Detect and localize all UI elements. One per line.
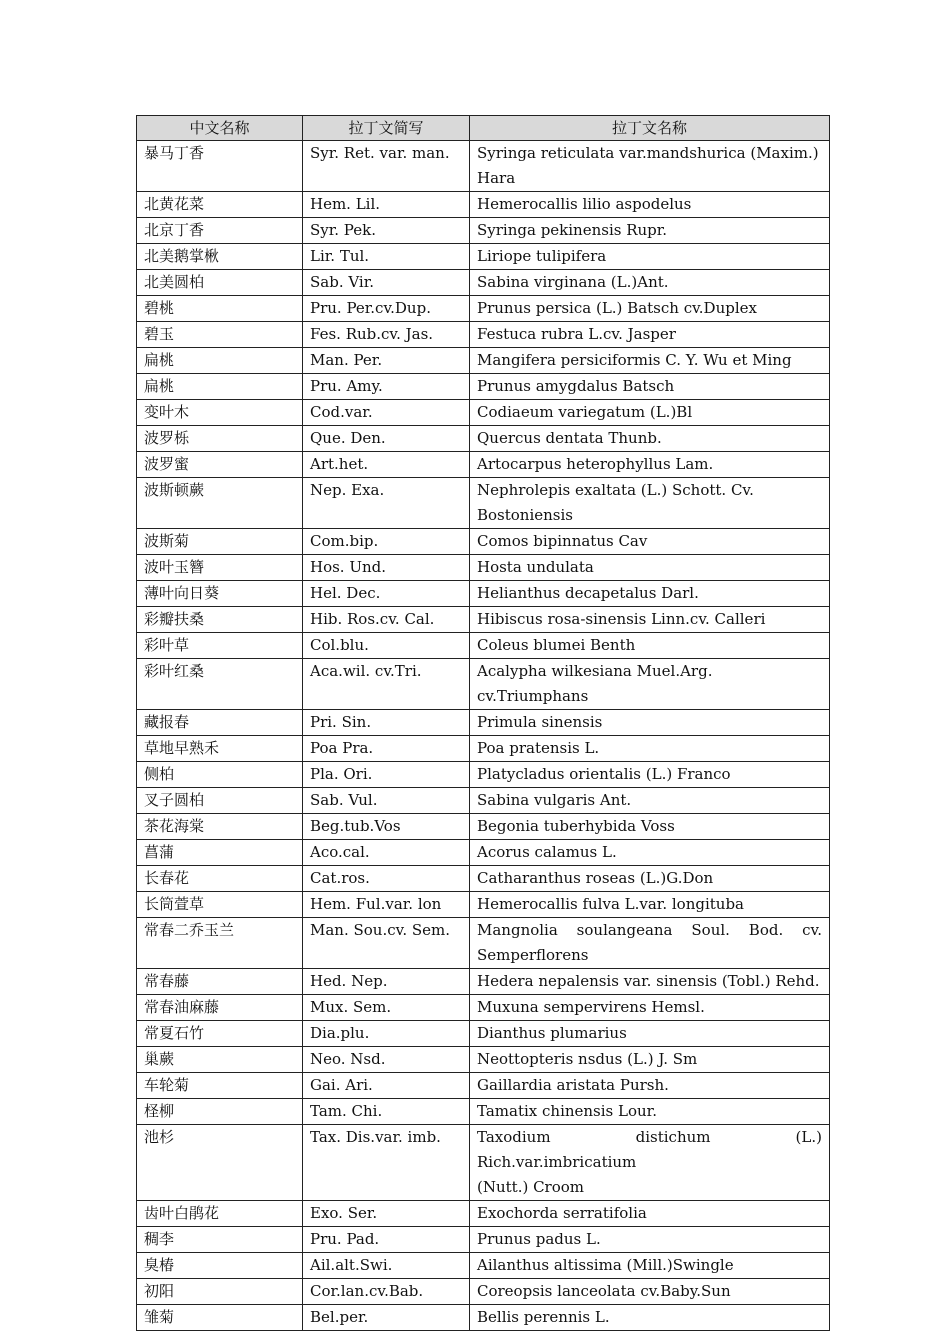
latin-name-cell: Sabina virginana (L.)Ant. xyxy=(470,270,830,296)
latin-name-cell: Primula sinensis xyxy=(470,710,830,736)
header-latin-abbreviation: 拉丁文简写 xyxy=(303,116,470,141)
latin-name-cell: Comos bipinnatus Cav xyxy=(470,529,830,555)
latin-abbreviation-cell: Que. Den. xyxy=(303,426,470,452)
latin-name-cell: Tamatix chinensis Lour. xyxy=(470,1099,830,1125)
table-row xyxy=(137,918,830,969)
latin-abbreviation-cell: Pla. Ori. xyxy=(303,762,470,788)
latin-name-cell: Mangifera persiciformis C. Y. Wu et Ming xyxy=(470,348,830,374)
chinese-name-cell: 侧柏 xyxy=(137,762,303,788)
latin-name-cell: Catharanthus roseas (L.)G.Don xyxy=(470,866,830,892)
latin-abbreviation-cell: Tax. Dis.var. imb. xyxy=(303,1125,470,1201)
plant-names-table xyxy=(136,115,830,1331)
table-row xyxy=(137,1201,830,1227)
latin-name-cell: Hosta undulata xyxy=(470,555,830,581)
table-row xyxy=(137,452,830,478)
latin-name-line: (Nutt.) Croom xyxy=(477,1178,585,1196)
latin-name-cell: Hemerocallis lilio aspodelus xyxy=(470,192,830,218)
chinese-name-cell: 常春藤 xyxy=(137,969,303,995)
latin-abbreviation-cell: Hem. Lil. xyxy=(303,192,470,218)
chinese-name-cell: 常春油麻藤 xyxy=(137,995,303,1021)
chinese-name-cell: 草地早熟禾 xyxy=(137,736,303,762)
latin-name-cell: Dianthus plumarius xyxy=(470,1021,830,1047)
latin-name-cell xyxy=(470,918,830,969)
table-row xyxy=(137,374,830,400)
latin-name-cell: Sabina vulgaris Ant. xyxy=(470,788,830,814)
latin-name-cell: Helianthus decapetalus Darl. xyxy=(470,581,830,607)
chinese-name-cell: 北黄花菜 xyxy=(137,192,303,218)
latin-name-cell: Acorus calamus L. xyxy=(470,840,830,866)
latin-name-cell: Syringa pekinensis Rupr. xyxy=(470,218,830,244)
chinese-name-cell: 车轮菊 xyxy=(137,1073,303,1099)
chinese-name-cell: 常春二乔玉兰 xyxy=(137,918,303,969)
latin-name-cell: Platycladus orientalis (L.) Franco xyxy=(470,762,830,788)
chinese-name-cell: 巢蕨 xyxy=(137,1047,303,1073)
table-row xyxy=(137,1021,830,1047)
latin-abbreviation-cell: Hib. Ros.cv. Cal. xyxy=(303,607,470,633)
table-row xyxy=(137,969,830,995)
latin-abbreviation-cell: Exo. Ser. xyxy=(303,1201,470,1227)
table-row xyxy=(137,141,830,192)
latin-abbreviation-cell: Mux. Sem. xyxy=(303,995,470,1021)
latin-abbreviation-cell: Man. Sou.cv. Sem. xyxy=(303,918,470,969)
table-row xyxy=(137,426,830,452)
table-row xyxy=(137,296,830,322)
table-row xyxy=(137,244,830,270)
latin-abbreviation-cell: Pri. Sin. xyxy=(303,710,470,736)
latin-name-cell: Liriope tulipifera xyxy=(470,244,830,270)
chinese-name-cell: 常夏石竹 xyxy=(137,1021,303,1047)
chinese-name-cell: 彩瓣扶桑 xyxy=(137,607,303,633)
latin-name-cell: Prunus padus L. xyxy=(470,1227,830,1253)
chinese-name-cell: 薄叶向日葵 xyxy=(137,581,303,607)
latin-abbreviation-cell: Lir. Tul. xyxy=(303,244,470,270)
table-row xyxy=(137,762,830,788)
table-row xyxy=(137,555,830,581)
latin-name-cell: Syringa reticulata var.mandshurica (Maxim.) Hara xyxy=(470,141,830,192)
table-row xyxy=(137,400,830,426)
table-row xyxy=(137,1305,830,1331)
latin-name-line: Semperflorens xyxy=(477,946,589,964)
latin-name-cell: Artocarpus heterophyllus Lam. xyxy=(470,452,830,478)
chinese-name-cell: 藏报春 xyxy=(137,710,303,736)
latin-name-cell: Coreopsis lanceolata cv.Baby.Sun xyxy=(470,1279,830,1305)
chinese-name-cell: 扁桃 xyxy=(137,348,303,374)
table-body xyxy=(137,141,830,1331)
chinese-name-cell: 菖蒲 xyxy=(137,840,303,866)
latin-abbreviation-cell: Hem. Ful.var. lon xyxy=(303,892,470,918)
latin-abbreviation-cell: Gai. Ari. xyxy=(303,1073,470,1099)
latin-abbreviation-cell: Pru. Amy. xyxy=(303,374,470,400)
latin-abbreviation-cell: Cod.var. xyxy=(303,400,470,426)
chinese-name-cell: 初阳 xyxy=(137,1279,303,1305)
table-row xyxy=(137,478,830,529)
table-row xyxy=(137,1253,830,1279)
chinese-name-cell: 臭椿 xyxy=(137,1253,303,1279)
chinese-name-cell: 长筒萱草 xyxy=(137,892,303,918)
chinese-name-cell: 雏菊 xyxy=(137,1305,303,1331)
latin-name-cell: Coleus blumei Benth xyxy=(470,633,830,659)
table-row xyxy=(137,736,830,762)
latin-name-cell xyxy=(470,1125,830,1201)
chinese-name-cell: 北美圆柏 xyxy=(137,270,303,296)
latin-name-cell: Neottopteris nsdus (L.) J. Sm xyxy=(470,1047,830,1073)
latin-name-cell: Quercus dentata Thunb. xyxy=(470,426,830,452)
latin-abbreviation-cell: Aca.wil. cv.Tri. xyxy=(303,659,470,710)
latin-abbreviation-cell: Sab. Vul. xyxy=(303,788,470,814)
chinese-name-cell: 茶花海棠 xyxy=(137,814,303,840)
table-row xyxy=(137,1099,830,1125)
chinese-name-cell: 稠李 xyxy=(137,1227,303,1253)
chinese-name-cell: 北京丁香 xyxy=(137,218,303,244)
table-row xyxy=(137,581,830,607)
latin-name-line: Taxodium distichum (L.) Rich.var.imbricatium xyxy=(477,1128,822,1171)
latin-abbreviation-cell: Bel.per. xyxy=(303,1305,470,1331)
chinese-name-cell: 暴马丁香 xyxy=(137,141,303,192)
table-header xyxy=(137,116,830,141)
chinese-name-cell: 柽柳 xyxy=(137,1099,303,1125)
latin-abbreviation-cell: Poa Pra. xyxy=(303,736,470,762)
latin-name-cell: Bellis perennis L. xyxy=(470,1305,830,1331)
latin-name-cell: Prunus persica (L.) Batsch cv.Duplex xyxy=(470,296,830,322)
latin-abbreviation-cell: Col.blu. xyxy=(303,633,470,659)
latin-name-cell: Prunus amygdalus Batsch xyxy=(470,374,830,400)
latin-abbreviation-cell: Dia.plu. xyxy=(303,1021,470,1047)
table-row xyxy=(137,710,830,736)
latin-name-cell: Begonia tuberhybida Voss xyxy=(470,814,830,840)
latin-name-cell: Festuca rubra L.cv. Jasper xyxy=(470,322,830,348)
table-row xyxy=(137,1047,830,1073)
chinese-name-cell: 变叶木 xyxy=(137,400,303,426)
chinese-name-cell: 波罗蜜 xyxy=(137,452,303,478)
latin-abbreviation-cell: Man. Per. xyxy=(303,348,470,374)
table-row xyxy=(137,348,830,374)
header-row xyxy=(137,116,830,141)
chinese-name-cell: 波罗栎 xyxy=(137,426,303,452)
latin-name-cell: Nephrolepis exaltata (L.) Schott. Cv. Bostoniensis xyxy=(470,478,830,529)
table-row xyxy=(137,270,830,296)
table-row xyxy=(137,659,830,710)
chinese-name-cell: 齿叶白鹃花 xyxy=(137,1201,303,1227)
latin-abbreviation-cell: Ail.alt.Swi. xyxy=(303,1253,470,1279)
chinese-name-cell: 波叶玉簪 xyxy=(137,555,303,581)
latin-abbreviation-cell: Sab. Vir. xyxy=(303,270,470,296)
latin-abbreviation-cell: Com.bip. xyxy=(303,529,470,555)
chinese-name-cell: 长春花 xyxy=(137,866,303,892)
table-row xyxy=(137,633,830,659)
table-row xyxy=(137,814,830,840)
latin-abbreviation-cell: Tam. Chi. xyxy=(303,1099,470,1125)
chinese-name-cell: 北美鹅掌楸 xyxy=(137,244,303,270)
header-latin-name: 拉丁文名称 xyxy=(470,116,830,141)
latin-abbreviation-cell: Cor.lan.cv.Bab. xyxy=(303,1279,470,1305)
latin-abbreviation-cell: Pru. Per.cv.Dup. xyxy=(303,296,470,322)
latin-name-line: Mangnolia soulangeana Soul. Bod. cv. xyxy=(477,921,822,939)
latin-abbreviation-cell: Nep. Exa. xyxy=(303,478,470,529)
latin-abbreviation-cell: Beg.tub.Vos xyxy=(303,814,470,840)
latin-name-cell: Hemerocallis fulva L.var. longituba xyxy=(470,892,830,918)
latin-abbreviation-cell: Cat.ros. xyxy=(303,866,470,892)
chinese-name-cell: 碧玉 xyxy=(137,322,303,348)
table-row xyxy=(137,840,830,866)
table-row xyxy=(137,218,830,244)
latin-name-cell: Ailanthus altissima (Mill.)Swingle xyxy=(470,1253,830,1279)
chinese-name-cell: 波斯顿蕨 xyxy=(137,478,303,529)
latin-name-cell: Codiaeum variegatum (L.)Bl xyxy=(470,400,830,426)
latin-abbreviation-cell: Hel. Dec. xyxy=(303,581,470,607)
table-row xyxy=(137,788,830,814)
table-row xyxy=(137,607,830,633)
latin-abbreviation-cell: Syr. Pek. xyxy=(303,218,470,244)
table-row xyxy=(137,1227,830,1253)
latin-abbreviation-cell: Aco.cal. xyxy=(303,840,470,866)
table-row xyxy=(137,322,830,348)
chinese-name-cell: 彩叶草 xyxy=(137,633,303,659)
chinese-name-cell: 波斯菊 xyxy=(137,529,303,555)
latin-name-cell: Gaillardia aristata Pursh. xyxy=(470,1073,830,1099)
latin-abbreviation-cell: Pru. Pad. xyxy=(303,1227,470,1253)
table-row xyxy=(137,1073,830,1099)
chinese-name-cell: 彩叶红桑 xyxy=(137,659,303,710)
table-row xyxy=(137,1279,830,1305)
table-row xyxy=(137,1125,830,1201)
table-row xyxy=(137,192,830,218)
latin-name-cell: Muxuna sempervirens Hemsl. xyxy=(470,995,830,1021)
header-chinese-name: 中文名称 xyxy=(137,116,303,141)
latin-name-cell: Hedera nepalensis var. sinensis (Tobl.) Rehd. xyxy=(470,969,830,995)
latin-abbreviation-cell: Hed. Nep. xyxy=(303,969,470,995)
latin-abbreviation-cell: Fes. Rub.cv. Jas. xyxy=(303,322,470,348)
chinese-name-cell: 扁桃 xyxy=(137,374,303,400)
latin-name-cell: Exochorda serratifolia xyxy=(470,1201,830,1227)
chinese-name-cell: 池杉 xyxy=(137,1125,303,1201)
table-row xyxy=(137,866,830,892)
chinese-name-cell: 叉子圆柏 xyxy=(137,788,303,814)
latin-name-cell: Hibiscus rosa-sinensis Linn.cv. Calleri xyxy=(470,607,830,633)
latin-abbreviation-cell: Neo. Nsd. xyxy=(303,1047,470,1073)
table-row xyxy=(137,529,830,555)
chinese-name-cell: 碧桃 xyxy=(137,296,303,322)
latin-name-cell: Poa pratensis L. xyxy=(470,736,830,762)
table-row xyxy=(137,995,830,1021)
latin-abbreviation-cell: Hos. Und. xyxy=(303,555,470,581)
latin-abbreviation-cell: Art.het. xyxy=(303,452,470,478)
table-row xyxy=(137,892,830,918)
latin-name-cell: Acalypha wilkesiana Muel.Arg. cv.Triumphans xyxy=(470,659,830,710)
latin-abbreviation-cell: Syr. Ret. var. man. xyxy=(303,141,470,192)
